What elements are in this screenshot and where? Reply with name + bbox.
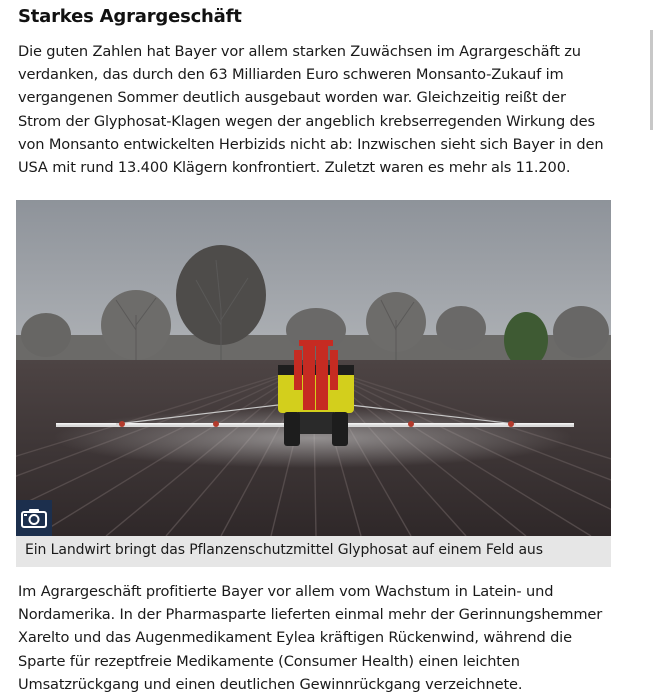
tractor-field-photo[interactable] (16, 200, 611, 536)
image-caption: Ein Landwirt bringt das Pflanzenschutzmittel Glyphosat auf einem Feld aus (16, 536, 611, 567)
camera-icon (21, 508, 47, 528)
gallery-button[interactable] (16, 500, 52, 536)
article-paragraph-1: Die guten Zahlen hat Bayer vor allem starken Zuwächsen im Agrargeschäft zu verdanken, das durch den 63 Milliarden Euro schweren Monsanto-Zukauf im vergangenen Sommer deutlich ausgebaut worden war. Gleichzeitig reißt der Strom der Glyphosat-Klagen wegen der angeblich krebserregenden Wirkung des von Monsanto entwickelten Herbizids nicht ab: Inzwischen sieht sich Bayer in den USA mit rund 13.400 Klägern konfrontiert. Zuletzt waren es mehr als 11.200. (18, 43, 604, 177)
article-paragraph-2: Im Agrargeschäft profitierte Bayer vor allem vom Wachstum in Latein- und Nordamerika. In der Pharmasparte lieferten einmal mehr der Gerinnungshemmer Xarelto und das Augenmedikament Eylea kräftigen Rückenwind, während die Sparte für rezeptfreie Medikamente (Consumer Health) einen leichten Umsatzrückgang und einen deutlichen Gewinnrückgang verzeichnete. (18, 583, 603, 693)
section-heading: Starkes Agrargeschäft (18, 6, 242, 27)
article-figure (16, 200, 611, 567)
